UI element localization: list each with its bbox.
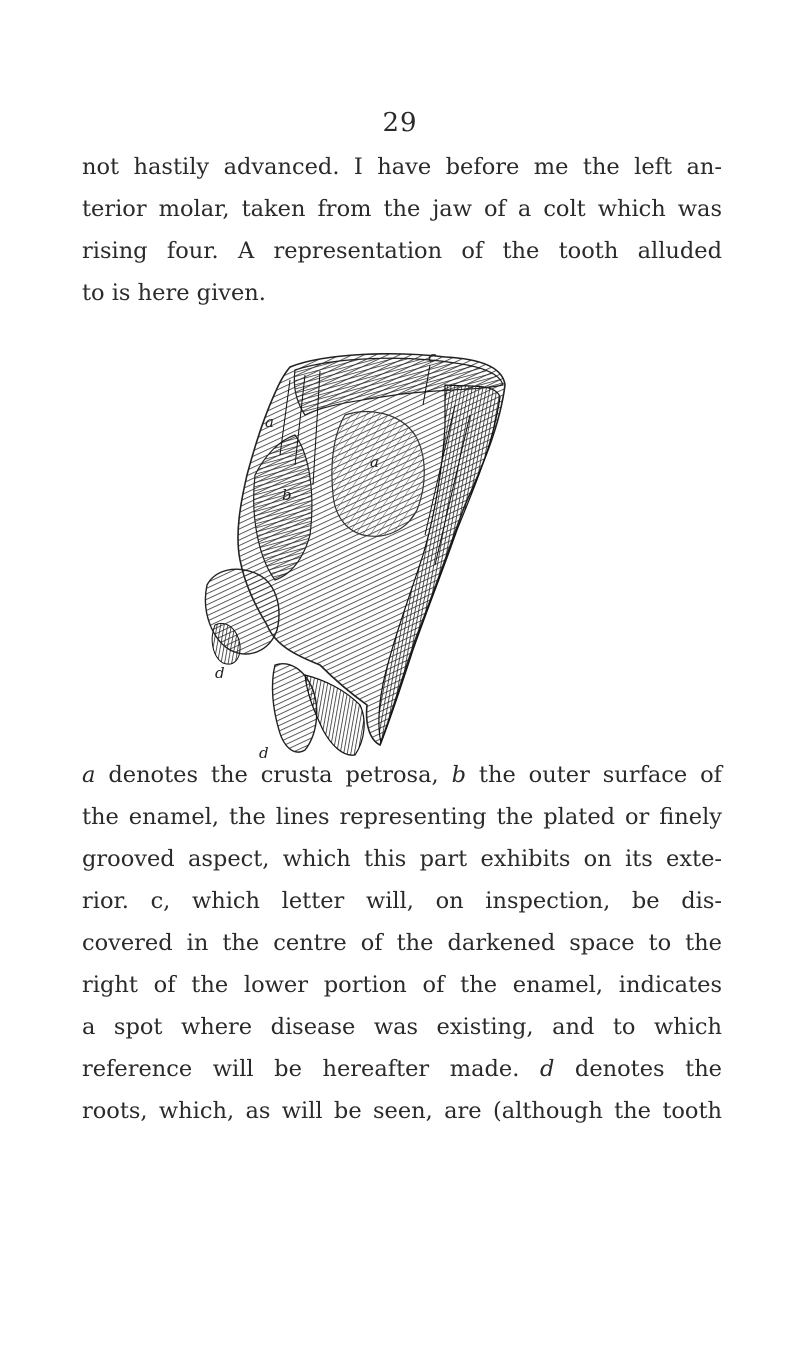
explanation-paragraph — [82, 754, 722, 1132]
text-line: a spot where disease was existing, and to which — [82, 1014, 722, 1040]
text-line: rior. c, which letter will, on inspection, be dis- — [82, 888, 722, 914]
text-fragment: reference will be hereafter made. — [82, 1056, 540, 1082]
text-line: the enamel, the lines representing the plated or finely — [82, 804, 722, 830]
text-line: terior molar, taken from the jaw of a colt which was — [82, 196, 722, 222]
text-line: rising four. A representation of the tooth alluded — [82, 238, 722, 264]
text-fragment: the outer surface of — [465, 762, 722, 788]
label-d-lower: d — [259, 744, 269, 762]
text-line: to is here given. — [82, 280, 266, 306]
text-fragment: denotes the crusta petrosa, — [95, 762, 452, 788]
label-d-upper: d — [215, 664, 225, 682]
intro-paragraph — [82, 146, 722, 314]
label-b: b — [282, 486, 292, 504]
text-line — [82, 1048, 722, 1090]
label-a-center: a — [370, 453, 379, 471]
letter-a: a — [82, 762, 96, 788]
text-line: roots, which, as will be seen, are (although the tooth — [82, 1098, 722, 1124]
text-fragment: denotes the — [554, 1056, 723, 1082]
text-line: right of the lower portion of the enamel, indicates — [82, 972, 722, 998]
molar-engraving — [195, 345, 515, 765]
letter-b: b — [451, 762, 466, 788]
letter-d: d — [539, 1056, 555, 1082]
text-line — [82, 754, 722, 796]
text-line: covered in the centre of the darkened space to the — [82, 930, 722, 956]
label-c: c — [428, 348, 437, 366]
page-number: 29 — [382, 108, 418, 138]
text-line: not hastily advanced. I have before me the left an- — [82, 154, 722, 180]
text-line: grooved aspect, which this part exhibits on its exte- — [82, 846, 722, 872]
label-a: a — [265, 413, 274, 431]
tooth-illustration — [195, 345, 515, 765]
